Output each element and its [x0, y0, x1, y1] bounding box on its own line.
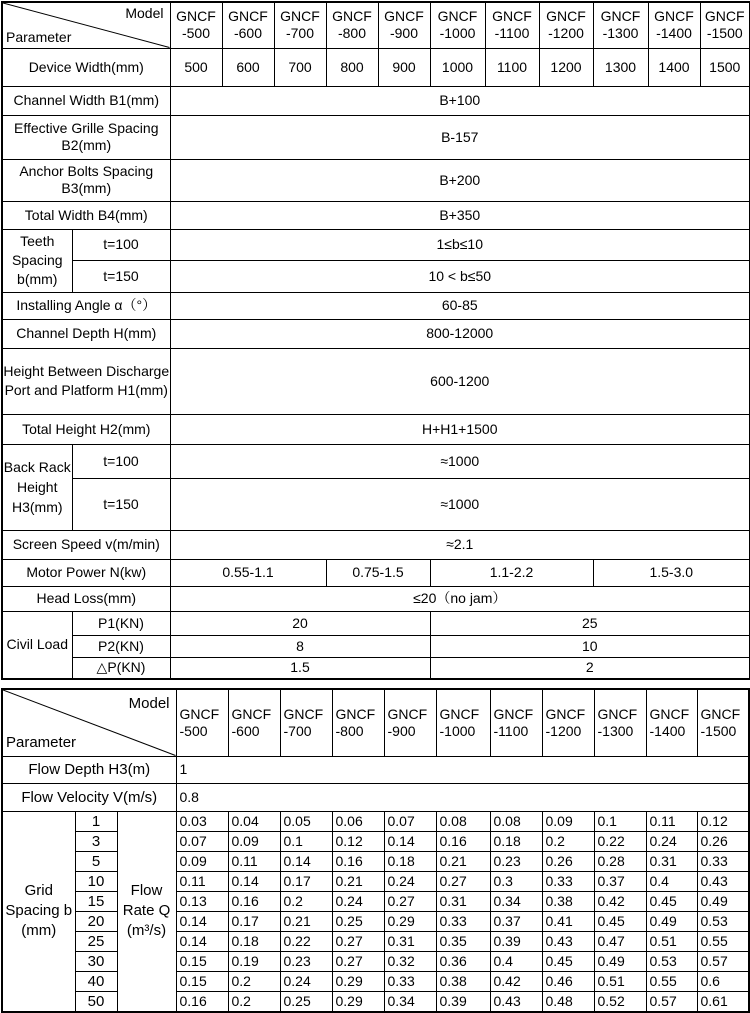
flow-rate-value: 0.25	[280, 991, 332, 1012]
channel-depth-row	[2, 319, 750, 348]
grid-spacing-value: 20	[75, 911, 117, 931]
channel-width-label: Channel Width B1(mm)	[2, 86, 170, 115]
flow-rate-value: 0.16	[176, 991, 228, 1012]
flow-rate-value: 0.16	[436, 831, 490, 851]
channel-depth-label: Channel Depth H(mm)	[2, 319, 170, 348]
flow-rate-value: 0.57	[697, 951, 749, 971]
back-rack-row	[2, 478, 750, 530]
grid-spacing-value: 15	[75, 891, 117, 911]
flow-rate-value: 0.23	[490, 851, 542, 871]
flow-rate-value: 0.29	[332, 991, 384, 1012]
flow-rate-value: 0.31	[384, 931, 436, 951]
flow-rate-value: 0.42	[594, 891, 646, 911]
device-width-label: Device Width(mm)	[2, 48, 170, 86]
flow-rate-value: 0.17	[280, 871, 332, 891]
flow-rate-value: 0.42	[490, 971, 542, 991]
table-row	[2, 991, 749, 1012]
flow-rate-value: 0.38	[436, 971, 490, 991]
model-header: GNCF -1100	[490, 689, 542, 756]
flow-depth-label: Flow Depth H3(m)	[2, 756, 176, 783]
motor-power-value: 1.5-3.0	[593, 559, 750, 586]
model-header: GNCF -700	[274, 2, 326, 48]
model-label: Model	[128, 695, 170, 712]
device-width-value: 700	[274, 48, 326, 86]
flow-rate-value: 0.45	[594, 911, 646, 931]
flow-rate-value: 0.34	[384, 991, 436, 1012]
flow-rate-value: 0.08	[436, 811, 490, 831]
flow-rate-value: 0.16	[228, 891, 280, 911]
flow-rate-value: 0.34	[490, 891, 542, 911]
channel-width-row	[2, 86, 750, 115]
model-header: GNCF -1500	[697, 689, 749, 756]
grid-spacing-label: Grid Spacing b (mm)	[2, 811, 75, 1012]
flow-rate-value: 0.6	[697, 971, 749, 991]
flow-rate-value: 0.25	[332, 911, 384, 931]
flow-rate-value: 0.2	[542, 831, 594, 851]
flow-rate-value: 0.46	[542, 971, 594, 991]
grid-spacing-value: 30	[75, 951, 117, 971]
parameter-label: Parameter	[6, 733, 77, 751]
flow-rate-table	[1, 688, 750, 1013]
flow-rate-value: 0.03	[176, 811, 228, 831]
anchor-bolts-row	[2, 159, 750, 201]
civil-load-name: P2(KN)	[72, 635, 170, 657]
motor-power-value: 0.55-1.1	[170, 559, 326, 586]
flow-rate-value: 0.26	[697, 831, 749, 851]
model-header: GNCF -1300	[593, 2, 648, 48]
flow-rate-value: 0.06	[332, 811, 384, 831]
model-header: GNCF -800	[326, 2, 378, 48]
back-rack-t-label: t=150	[72, 478, 170, 530]
table-row	[2, 831, 749, 851]
model-header: GNCF -1200	[542, 689, 594, 756]
grille-spacing-label: Effective Grille Spacing B2(mm)	[2, 115, 170, 159]
height-discharge-label: Height Between Discharge Port and Platform H1(mm)	[2, 348, 170, 414]
motor-power-value: 1.1-2.2	[430, 559, 593, 586]
screen-speed-row	[2, 530, 750, 559]
device-width-value: 800	[326, 48, 378, 86]
flow-rate-value: 0.1	[280, 831, 332, 851]
device-width-value: 1000	[430, 48, 485, 86]
total-width-label: Total Width B4(mm)	[2, 201, 170, 229]
flow-rate-value: 0.18	[384, 851, 436, 871]
model-header: GNCF -1100	[485, 2, 539, 48]
model-parameter-header	[2, 689, 176, 756]
grille-spacing-value: B-157	[170, 115, 750, 159]
flow-depth-row	[2, 756, 749, 783]
flow-rate-value: 0.55	[697, 931, 749, 951]
civil-load-value: 8	[170, 635, 430, 657]
device-width-value: 1300	[593, 48, 648, 86]
flow-rate-value: 0.33	[542, 871, 594, 891]
flow-rate-value: 0.28	[594, 851, 646, 871]
back-rack-row	[2, 444, 750, 478]
table-row	[2, 891, 749, 911]
flow-rate-value: 0.14	[176, 911, 228, 931]
flow-rate-value: 0.17	[228, 911, 280, 931]
flow-rate-value: 0.09	[176, 851, 228, 871]
model-header: GNCF -1500	[700, 2, 750, 48]
height-discharge-value: 600-1200	[170, 348, 750, 414]
installing-angle-value: 60-85	[170, 292, 750, 319]
grid-spacing-value: 1	[75, 811, 117, 831]
flow-rate-value: 0.29	[384, 911, 436, 931]
flow-rate-value: 0.04	[228, 811, 280, 831]
flow-rate-value: 0.38	[542, 891, 594, 911]
grid-spacing-value: 25	[75, 931, 117, 951]
flow-rate-value: 0.09	[542, 811, 594, 831]
back-rack-label: Back Rack Height H3(mm)	[2, 444, 72, 530]
flow-rate-value: 0.52	[594, 991, 646, 1012]
table-row	[2, 931, 749, 951]
flow-rate-value: 0.37	[594, 871, 646, 891]
screen-speed-value: ≈2.1	[170, 530, 750, 559]
flow-rate-value: 0.27	[384, 891, 436, 911]
flow-rate-value: 0.14	[176, 931, 228, 951]
model-header: GNCF -600	[222, 2, 274, 48]
anchor-bolts-value: B+200	[170, 159, 750, 201]
flow-rate-value: 0.47	[594, 931, 646, 951]
flow-rate-value: 0.14	[280, 851, 332, 871]
back-rack-value: ≈1000	[170, 444, 750, 478]
civil-load-value: 25	[430, 611, 750, 635]
flow-rate-value: 0.39	[436, 991, 490, 1012]
flow-rate-value: 0.27	[436, 871, 490, 891]
flow-rate-value: 0.15	[176, 951, 228, 971]
flow-rate-value: 0.36	[436, 951, 490, 971]
total-height-value: H+H1+1500	[170, 414, 750, 444]
total-height-row	[2, 414, 750, 444]
model-header: GNCF -500	[176, 689, 228, 756]
civil-load-value: 2	[430, 657, 750, 679]
teeth-spacing-value: 1≤b≤10	[170, 229, 750, 260]
device-width-value: 1500	[700, 48, 750, 86]
model-header: GNCF -600	[228, 689, 280, 756]
teeth-t-label: t=150	[72, 260, 170, 292]
flow-rate-value: 0.14	[228, 871, 280, 891]
motor-power-label: Motor Power N(kw)	[2, 559, 170, 586]
motor-power-value: 0.75-1.5	[326, 559, 430, 586]
flow-rate-value: 0.19	[228, 951, 280, 971]
civil-load-row	[2, 635, 750, 657]
flow-rate-value: 0.49	[646, 911, 697, 931]
model-header: GNCF -1400	[646, 689, 697, 756]
flow-rate-value: 0.45	[646, 891, 697, 911]
device-width-value: 1100	[485, 48, 539, 86]
flow-rate-value: 0.35	[436, 931, 490, 951]
flow-rate-value: 0.3	[490, 871, 542, 891]
flow-rate-value: 0.1	[594, 811, 646, 831]
flow-rate-value: 0.21	[280, 911, 332, 931]
installing-angle-label: Installing Angle α（°）	[2, 292, 170, 319]
parameter-label: Parameter	[6, 28, 72, 45]
head-loss-value: ≤20（no jam）	[170, 586, 750, 611]
flow-rate-value: 0.24	[646, 831, 697, 851]
model-header: GNCF -1200	[539, 2, 593, 48]
grille-spacing-row	[2, 115, 750, 159]
flow-rate-value: 0.2	[228, 971, 280, 991]
teeth-spacing-row	[2, 260, 750, 292]
flow-rate-value: 0.43	[542, 931, 594, 951]
flow-rate-value: 0.2	[280, 891, 332, 911]
flow-rate-value: 0.16	[332, 851, 384, 871]
flow-rate-value: 0.11	[228, 851, 280, 871]
table-row	[2, 871, 749, 891]
flow-rate-value: 0.53	[646, 951, 697, 971]
flow-rate-value: 0.22	[280, 931, 332, 951]
flow-rate-value: 0.43	[697, 871, 749, 891]
flow-depth-value: 1	[176, 756, 749, 783]
flow-rate-value: 0.24	[332, 891, 384, 911]
device-width-value: 600	[222, 48, 274, 86]
table-row	[2, 971, 749, 991]
grid-spacing-value: 5	[75, 851, 117, 871]
anchor-bolts-label: Anchor Bolts Spacing B3(mm)	[2, 159, 170, 201]
flow-rate-value: 0.33	[384, 971, 436, 991]
civil-load-label: Civil Load	[2, 611, 72, 679]
flow-rate-label: Flow Rate Q (m³/s)	[117, 811, 176, 1012]
screen-speed-label: Screen Speed v(m/min)	[2, 530, 170, 559]
flow-rate-body	[2, 811, 749, 1012]
flow-rate-value: 0.18	[228, 931, 280, 951]
flow-rate-value: 0.33	[697, 851, 749, 871]
flow-rate-value: 0.4	[490, 951, 542, 971]
device-width-value: 1400	[648, 48, 700, 86]
grid-spacing-value: 3	[75, 831, 117, 851]
flow-rate-value: 0.07	[176, 831, 228, 851]
teeth-spacing-row	[2, 229, 750, 260]
flow-rate-value: 0.21	[436, 851, 490, 871]
flow-rate-value: 0.31	[436, 891, 490, 911]
table1-header-row	[2, 2, 750, 48]
flow-rate-value: 0.53	[697, 911, 749, 931]
grid-spacing-value: 40	[75, 971, 117, 991]
flow-velocity-label: Flow Velocity V(m/s)	[2, 783, 176, 811]
flow-rate-value: 0.27	[332, 951, 384, 971]
specs-table	[1, 1, 750, 680]
civil-load-name: △P(KN)	[72, 657, 170, 679]
channel-width-value: B+100	[170, 86, 750, 115]
model-header: GNCF -1000	[430, 2, 485, 48]
flow-rate-value: 0.31	[646, 851, 697, 871]
head-loss-row	[2, 586, 750, 611]
teeth-spacing-label: Teeth Spacing b(mm)	[2, 229, 72, 292]
table-row	[2, 811, 749, 831]
flow-rate-value: 0.24	[384, 871, 436, 891]
flow-rate-value: 0.09	[228, 831, 280, 851]
flow-rate-value: 0.43	[490, 991, 542, 1012]
flow-rate-value: 0.07	[384, 811, 436, 831]
model-header: GNCF -1300	[594, 689, 646, 756]
model-header: GNCF -1000	[436, 689, 490, 756]
flow-rate-value: 0.2	[228, 991, 280, 1012]
head-loss-label: Head Loss(mm)	[2, 586, 170, 611]
flow-rate-value: 0.13	[176, 891, 228, 911]
device-width-value: 500	[170, 48, 222, 86]
flow-rate-value: 0.26	[542, 851, 594, 871]
flow-rate-value: 0.27	[332, 931, 384, 951]
flow-rate-value: 0.48	[542, 991, 594, 1012]
model-header: GNCF -700	[280, 689, 332, 756]
flow-rate-value: 0.22	[594, 831, 646, 851]
total-height-label: Total Height H2(mm)	[2, 414, 170, 444]
flow-velocity-row	[2, 783, 749, 811]
table-row	[2, 911, 749, 931]
motor-power-row	[2, 559, 750, 586]
model-header: GNCF -900	[378, 2, 430, 48]
flow-rate-value: 0.51	[594, 971, 646, 991]
flow-rate-value: 0.24	[280, 971, 332, 991]
civil-load-value: 10	[430, 635, 750, 657]
flow-rate-value: 0.21	[332, 871, 384, 891]
flow-rate-value: 0.05	[280, 811, 332, 831]
flow-rate-value: 0.33	[436, 911, 490, 931]
flow-rate-value: 0.11	[176, 871, 228, 891]
height-discharge-row	[2, 348, 750, 414]
flow-rate-value: 0.57	[646, 991, 697, 1012]
flow-rate-value: 0.4	[646, 871, 697, 891]
flow-rate-value: 0.37	[490, 911, 542, 931]
flow-rate-value: 0.12	[697, 811, 749, 831]
total-width-value: B+350	[170, 201, 750, 229]
model-label: Model	[125, 5, 164, 21]
table-row	[2, 951, 749, 971]
total-width-row	[2, 201, 750, 229]
grid-spacing-value: 50	[75, 991, 117, 1012]
civil-load-row	[2, 611, 750, 635]
device-width-row	[2, 48, 750, 86]
flow-rate-value: 0.14	[384, 831, 436, 851]
model-header: GNCF -1400	[648, 2, 700, 48]
channel-depth-value: 800-12000	[170, 319, 750, 348]
flow-rate-value: 0.39	[490, 931, 542, 951]
model-header: GNCF -800	[332, 689, 384, 756]
installing-angle-row	[2, 292, 750, 319]
flow-rate-value: 0.15	[176, 971, 228, 991]
flow-rate-value: 0.12	[332, 831, 384, 851]
flow-rate-value: 0.41	[542, 911, 594, 931]
flow-rate-value: 0.49	[697, 891, 749, 911]
flow-rate-value: 0.11	[646, 811, 697, 831]
flow-rate-value: 0.32	[384, 951, 436, 971]
grid-spacing-value: 10	[75, 871, 117, 891]
flow-rate-value: 0.49	[594, 951, 646, 971]
table2-header-row	[2, 689, 749, 756]
civil-load-value: 1.5	[170, 657, 430, 679]
flow-velocity-value: 0.8	[176, 783, 749, 811]
flow-rate-value: 0.45	[542, 951, 594, 971]
civil-load-name: P1(KN)	[72, 611, 170, 635]
flow-rate-value: 0.61	[697, 991, 749, 1012]
civil-load-value: 20	[170, 611, 430, 635]
flow-rate-value: 0.23	[280, 951, 332, 971]
model-header: GNCF -900	[384, 689, 436, 756]
back-rack-value: ≈1000	[170, 478, 750, 530]
flow-rate-value: 0.08	[490, 811, 542, 831]
flow-rate-value: 0.18	[490, 831, 542, 851]
teeth-t-label: t=100	[72, 229, 170, 260]
civil-load-row	[2, 657, 750, 679]
device-width-value: 1200	[539, 48, 593, 86]
device-width-value: 900	[378, 48, 430, 86]
back-rack-t-label: t=100	[72, 444, 170, 478]
flow-rate-value: 0.55	[646, 971, 697, 991]
flow-rate-value: 0.29	[332, 971, 384, 991]
model-header: GNCF -500	[170, 2, 222, 48]
model-parameter-header	[2, 2, 170, 48]
flow-rate-value: 0.51	[646, 931, 697, 951]
table-row	[2, 851, 749, 871]
teeth-spacing-value: 10 < b≤50	[170, 260, 750, 292]
